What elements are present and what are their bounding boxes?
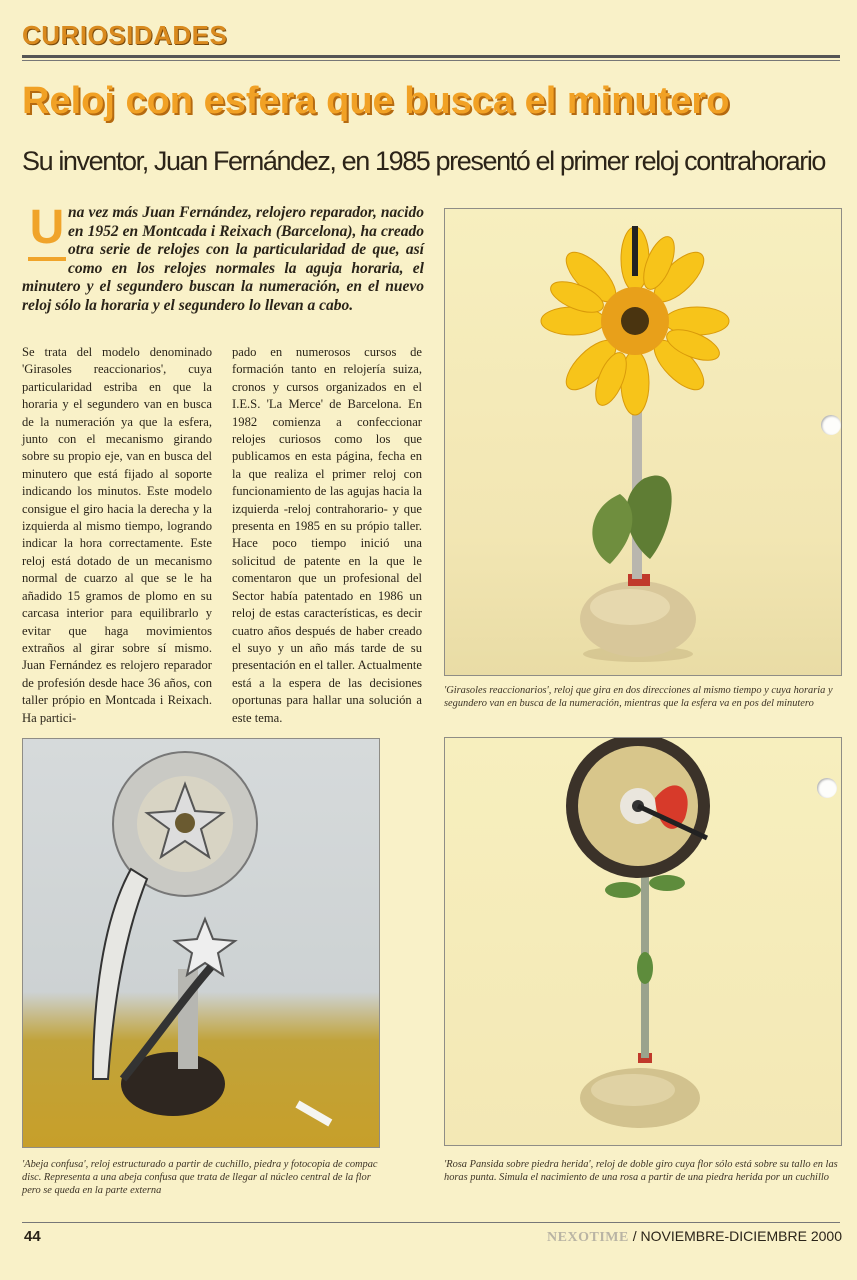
drop-cap: U xyxy=(29,201,65,254)
body-column-1: Se trata del modelo denominado 'Girasoles reaccionarios', cuya particularidad estriba en que la horaria y el segundero van en busca de la numeración ya que la esfera, junto con el mecanismo girando sobre su propio eje, van en busca del minutero que está fijado al soporte indicando los minutos. Este modelo consigue el giro hacia la derecha y la izquierda al mismo tiempo, logrando indicar la hora correctamente. Este reloj está dotado de un mecanismo normal de cuarzo al que se le ha añadido 15 gramos de plomo en su carcasa interior para equilibrarlo y evitar que haga movimientos extraños al girar sobre sí mismo. Juan Fernández es relojero reparador de profesión desde hace 36 años, con taller própio en Montcada i Reixach. Ha partici- xyxy=(22,345,212,725)
sunflower-clock-illustration xyxy=(445,209,841,675)
issue-date: / NOVIEMBRE-DICIEMBRE 2000 xyxy=(632,1228,842,1244)
bee-clock-illustration xyxy=(23,739,379,1147)
headline: Reloj con esfera que busca el minutero xyxy=(22,80,730,122)
photo-rosa xyxy=(444,737,842,1146)
section-label: CURIOSIDADES xyxy=(22,20,228,50)
binder-hole xyxy=(817,778,837,798)
subhead: Su inventor, Juan Fernández, en 1985 presentó el primer reloj contrahorario xyxy=(22,146,826,176)
brand-logo: NEXOTIME xyxy=(547,1230,629,1245)
footer-rule xyxy=(22,1222,840,1223)
caption-abeja: 'Abeja confusa', reloj estructurado a partir de cuchillo, piedra y fotocopia de compac disc. Representa a una abeja confusa que trata de llegar al núcleo central de la flor pero se queda en la parte externa xyxy=(22,1159,378,1196)
caption-girasoles: 'Girasoles reaccionarios', reloj que gira en dos direcciones al mismo tiempo y cuya horaria y segundero van en busca de la numeración, mientras que la esfera va en pos del minutero xyxy=(444,685,833,709)
body-column-2: pado en numerosos cursos de formación tanto en relojería suiza, cronos y cursos organizados en el I.E.S. 'La Merce' de Barcelona. En 1982 comienza a confeccionar relojes curiosos como los que publicamos en esta página, fecha en la que realiza el primer reloj con funcionamiento de las agujas hacia la izquierda -reloj contrahorario- y que presenta en 1985 en su própio taller. Hace poco tiempo inició una solicitud de patente en la que le comentaron que un profesional del Sector había patentado en 1986 un reloj de estas características, es decir cuatro años después de haber creado el suyo y un año más tarde de su presentación en el taller. Actualmente está a la espera de las decisiones oportunas para hallar una solución a este tema. xyxy=(232,345,422,725)
binder-hole xyxy=(821,415,841,435)
page-number: 44 xyxy=(24,1228,41,1245)
header-rule xyxy=(22,55,840,58)
header-rule-thin xyxy=(22,60,840,61)
rose-clock-illustration xyxy=(445,738,841,1145)
photo-abeja xyxy=(22,738,380,1148)
caption-rosa: 'Rosa Pansida sobre piedra herida', reloj de doble giro cuya flor sólo está sobre su tallo en las horas punta. Simula el nacimiento de una rosa a partir de una piedra herida por un cuchillo xyxy=(444,1159,838,1183)
lead-paragraph xyxy=(22,201,424,316)
lead-text: na vez más Juan Fernández, relojero reparador, nacido en 1952 en Montcada i Reixach (Barcelona), ha creado otra serie de relojes con la particularidad de que, así como en los relojes normales la aguja horaria, el minutero y el segundero buscan la numeración, en el nuevo reloj sólo la horaria y el segundero lo llevan a cabo. xyxy=(22,204,424,314)
footer-publication xyxy=(547,1228,842,1246)
photo-girasoles xyxy=(444,208,842,676)
dropcap-space xyxy=(22,201,68,260)
